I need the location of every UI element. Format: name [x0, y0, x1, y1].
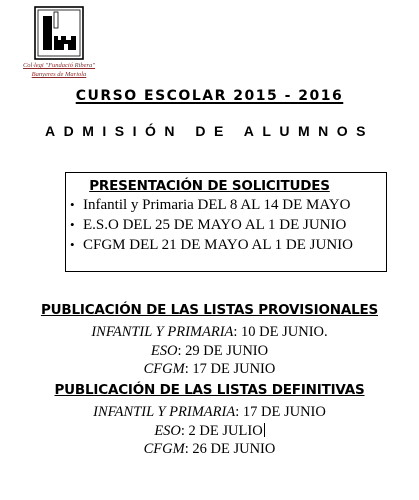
list-item — [0, 323, 419, 342]
provisional-date-infantil: : 10 DE JUNIO. — [233, 324, 328, 340]
presentation-item-infantil: Infantil y Primaria DEL 8 AL 14 DE MAYO — [83, 197, 351, 213]
definitive-label-eso: ESO — [154, 422, 181, 439]
provisional-label-infantil: INFANTIL Y PRIMARIA — [91, 324, 234, 340]
provisional-lists — [0, 323, 419, 379]
page-title: CURSO ESCOLAR 2015 - 2016 — [75, 88, 344, 104]
school-crest-icon — [34, 6, 84, 60]
provisional-date-eso: : 29 DE JUNIO — [177, 342, 269, 359]
list-item — [0, 422, 419, 441]
list-item — [70, 215, 353, 235]
list-item — [70, 235, 353, 255]
page-subtitle: ADMISIÓN DE ALUMNOS — [45, 123, 374, 139]
presentation-list — [70, 195, 353, 255]
provisional-lists-heading: PUBLICACIÓN DE LAS LISTAS PROVISIONALES — [40, 302, 379, 318]
list-item — [0, 342, 419, 361]
bullet-icon: • — [70, 237, 75, 252]
school-logo — [14, 6, 104, 82]
definitive-label-cfgm: CFGM — [143, 441, 185, 457]
list-item — [0, 440, 419, 459]
presentation-item-eso: E.S.O DEL 25 DE MAYO AL 1 DE JUNIO — [83, 217, 347, 233]
text-cursor — [264, 423, 265, 437]
definitive-lists-heading: PUBLICACIÓN DE LAS LISTAS DEFINITIVAS — [54, 382, 365, 398]
presentation-item-cfgm: CFGM DEL 21 DE MAYO AL 1 DE JUNIO — [83, 237, 354, 253]
definitive-lists — [0, 403, 419, 459]
bullet-icon: • — [70, 217, 75, 232]
logo-school-name: Col·legi "Fundació Ribera" — [22, 62, 96, 69]
definitive-date-cfgm: : 26 DE JUNIO — [184, 441, 276, 457]
provisional-date-cfgm: : 17 DE JUNIO — [184, 361, 276, 377]
list-item — [0, 360, 419, 379]
bullet-icon: • — [70, 197, 75, 212]
provisional-label-cfgm: CFGM — [143, 361, 185, 377]
definitive-label-infantil: INFANTIL Y PRIMARIA — [93, 404, 236, 420]
list-item — [70, 195, 353, 215]
logo-school-town: Banyeres de Mariola — [31, 71, 87, 78]
definitive-date-infantil: : 17 DE JUNIO — [235, 404, 326, 420]
list-item — [0, 403, 419, 422]
definitive-date-eso: : 2 DE JULIO — [180, 422, 263, 439]
presentation-heading: PRESENTACIÓN DE SOLICITUDES — [89, 178, 330, 194]
provisional-label-eso: ESO — [150, 342, 178, 359]
